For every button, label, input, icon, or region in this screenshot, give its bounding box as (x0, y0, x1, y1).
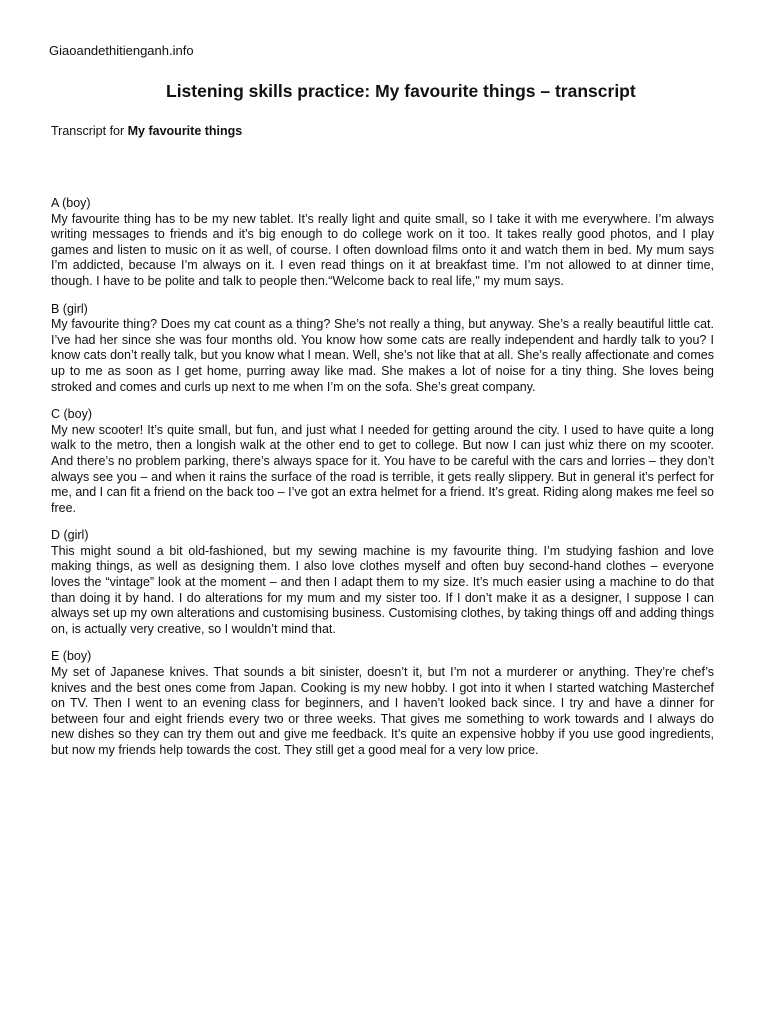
transcript-section-e (51, 649, 714, 758)
speaker-label: D (girl) (51, 528, 89, 543)
site-name: Giaoandethitienganh.info (49, 43, 194, 58)
speaker-label: E (boy) (51, 649, 92, 664)
speaker-text: My favourite thing? Does my cat count as a thing? She’s not really a thing, but anyway. She’s a really beautiful little cat. I’ve had her since she was four months old. You know how some cats are really independent and hardly talk to you? I know cats don’t really talk, but you know what I mean. Well, she’s not like that at all. She’s really affectionate and comes up to me as soon as I get home, purring away like mad. She makes a lot of noise for a tiny thing. She loves being stroked and comes and curls up next to me when I’m on the sofa. She’s great company. (51, 317, 714, 394)
speaker-text: My favourite thing has to be my new tablet. It’s really light and quite small, so I take it with me everywhere. I’m always writing messages to friends and it’s big enough to do college work on it too. It takes really good photos, and I play games and listen to music on it as well, of course. I often download films onto it and watch them in bed. My mum says I’m addicted, because I’m always on it. I even read things on it at breakfast time. I’m not allowed to at dinner time, though. I have to be polite and talk to people then.“Welcome back to real life," my mum says. (51, 211, 714, 288)
speaker-text: This might sound a bit old-fashioned, but my sewing machine is my favourite thing. I’m studying fashion and love making things, as well as designing them. I also love clothes myself and often buy second-hand clothes – everyone loves the “vintage” look at the moment – and then I adapt them to my size. It’s much easier using a machine to do that than doing it by hand. I do alterations for my mum and my sister too. If I don’t make it as a designer, I suppose I can always set up my own alterations and customising business. Customising clothes, by taking things off and adding things on, is actually very creative, so I wouldn’t mind that. (51, 543, 714, 636)
page-title: Listening skills practice: My favourite things – transcript (166, 81, 636, 101)
transcript-section-a (51, 196, 714, 290)
transcript-section-b (51, 302, 714, 396)
transcript-sections (51, 196, 714, 771)
subtitle-prefix: Transcript for (51, 124, 128, 138)
speaker-text: My new scooter! It’s quite small, but fun, and just what I needed for getting around the city. I used to have quite a long walk to the metro, then a longish walk at the other end to get to college. But now I can just whiz there on my scooter. And there’s no problem parking, there’s always space for it. You have to be careful with the cars and lorries – they don’t always see you – and when it rains the surface of the road is terrible, it gets really slippery. But in general it’s perfect for me, and I can fit a friend on the back too – I’ve got an extra helmet for a friend. It’s great. Riding along makes me feel so free. (51, 422, 714, 515)
transcript-subtitle (51, 124, 242, 139)
speaker-label: C (boy) (51, 407, 92, 422)
transcript-section-d (51, 528, 714, 637)
speaker-label: B (girl) (51, 301, 88, 316)
subtitle-topic: My favourite things (127, 124, 243, 138)
speaker-text: My set of Japanese knives. That sounds a bit sinister, doesn’t it, but I’m not a murderer or anything. They’re chef’s knives and the best ones come from Japan. Cooking is my new hobby. I got into it when I started watching Masterchef on TV. Then I went to an evening class for beginners, and I haven’t looked back since. I try and have a dinner for between four and eight friends every two or three weeks. That gives me something to work towards and I always do new dishes so they can try them out and give me feedback. It’s quite an expensive hobby if you use good ingredients, but now my friends help towards the cost. They still get a good meal for a very low price. (51, 665, 714, 757)
speaker-label: A (boy) (51, 196, 91, 210)
transcript-section-c (51, 407, 714, 516)
